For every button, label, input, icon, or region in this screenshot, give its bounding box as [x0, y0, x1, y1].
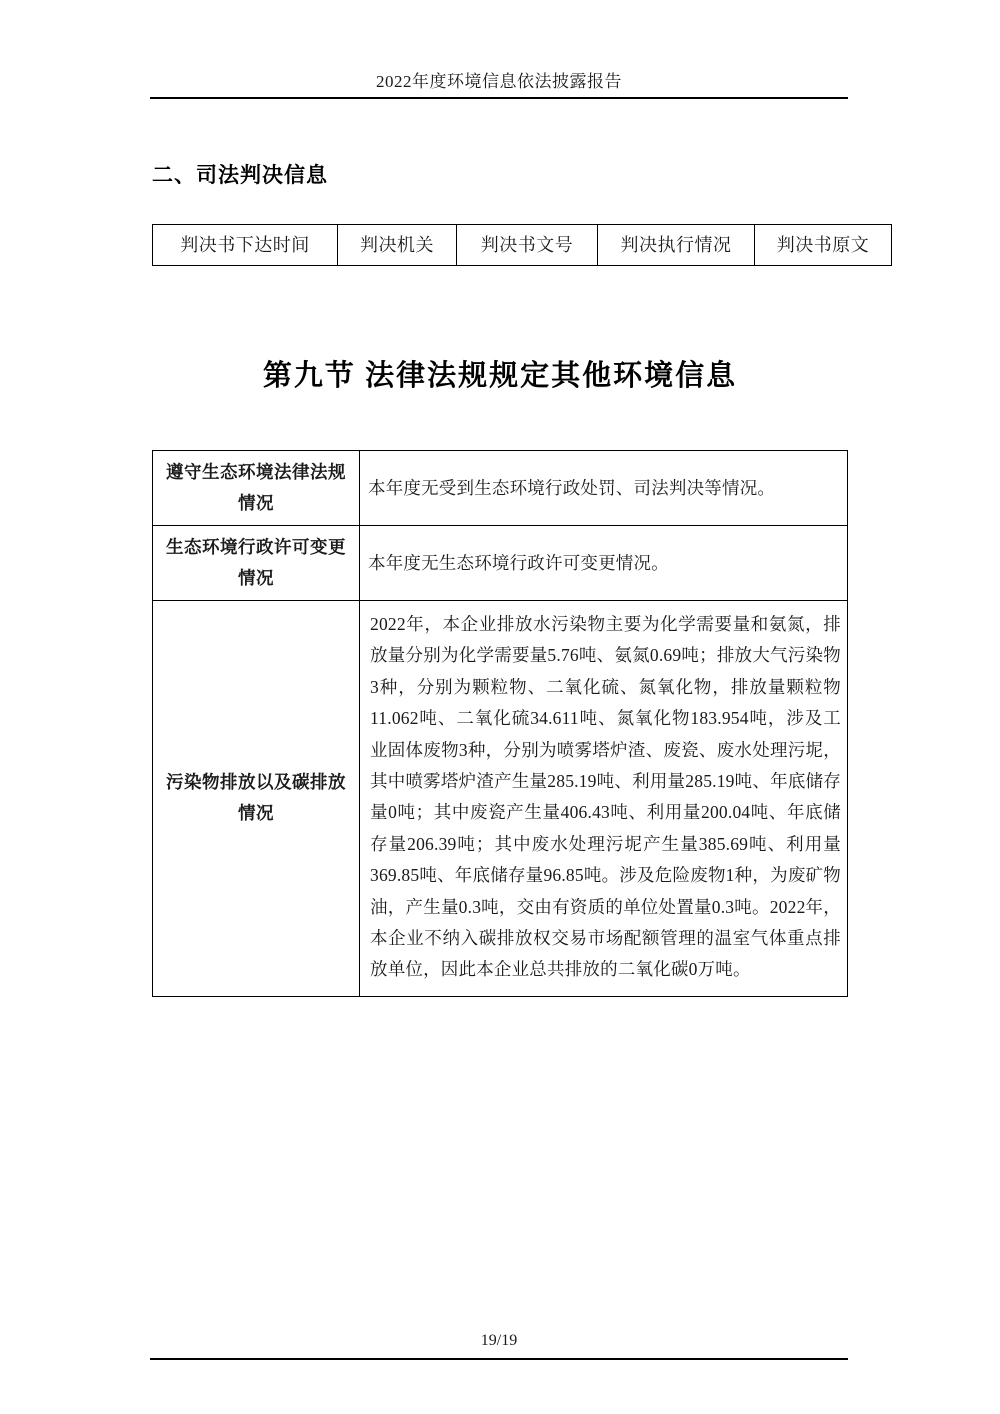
other-environmental-info-table	[152, 450, 848, 997]
running-header-text: 2022年度环境信息依法披露报告	[376, 72, 622, 91]
page-footer	[150, 1330, 848, 1352]
row-value-law-compliance: 本年度无受到生态环境行政处罚、司法判决等情况。	[360, 451, 848, 526]
page-number: 19/19	[480, 1332, 518, 1349]
table-row	[153, 225, 892, 266]
table-row	[153, 601, 848, 997]
table-row	[153, 451, 848, 526]
judgment-col-original-text: 判决书原文	[755, 225, 892, 266]
judicial-judgment-table	[152, 224, 892, 266]
row-label-law-compliance: 遵守生态环境法律法规情况	[153, 451, 360, 526]
row-label-permit-change: 生态环境行政许可变更情况	[153, 526, 360, 601]
footer-divider-rule	[150, 1358, 848, 1360]
chapter-title: 第九节 法律法规规定其他环境信息	[262, 360, 738, 392]
row-label-pollutant-carbon-emissions: 污染物排放以及碳排放情况	[153, 601, 360, 997]
header-divider-rule	[150, 97, 848, 99]
section-heading: 二、司法判决信息	[152, 163, 328, 187]
judgment-col-doc-number: 判决书文号	[457, 225, 598, 266]
table-row	[153, 526, 848, 601]
judgment-col-issue-date: 判决书下达时间	[153, 225, 338, 266]
row-value-pollutant-carbon-emissions: 2022年，本企业排放水污染物主要为化学需要量和氨氮，排放量分别为化学需要量5.76吨、氨氮0.69吨；排放大气污染物3种，分别为颗粒物、二氧化硫、氮氧化物，排放量颗粒物11.062吨、二氧化硫34.611吨、氮氧化物183.954吨，涉及工业固体废物3种，分别为喷雾塔炉渣、废瓷、废水处理污坭，其中喷雾塔炉渣产生量285.19吨、利用量285.19吨、年底储存量0吨；其中废瓷产生量406.43吨、利用量200.04吨、年底储存量206.39吨；其中废水处理污坭产生量385.69吨、利用量369.85吨、年底储存量96.85吨。涉及危险废物1种，为废矿物油，产生量0.3吨，交由有资质的单位处置量0.3吨。2022年，本企业不纳入碳排放权交易市场配额管理的温室气体重点排放单位，因此本企业总共排放的二氧化碳0万吨。	[360, 601, 848, 997]
judgment-col-execution-status: 判决执行情况	[598, 225, 755, 266]
judgment-col-authority: 判决机关	[338, 225, 457, 266]
running-header	[150, 70, 848, 94]
row-value-permit-change: 本年度无生态环境行政许可变更情况。	[360, 526, 848, 601]
